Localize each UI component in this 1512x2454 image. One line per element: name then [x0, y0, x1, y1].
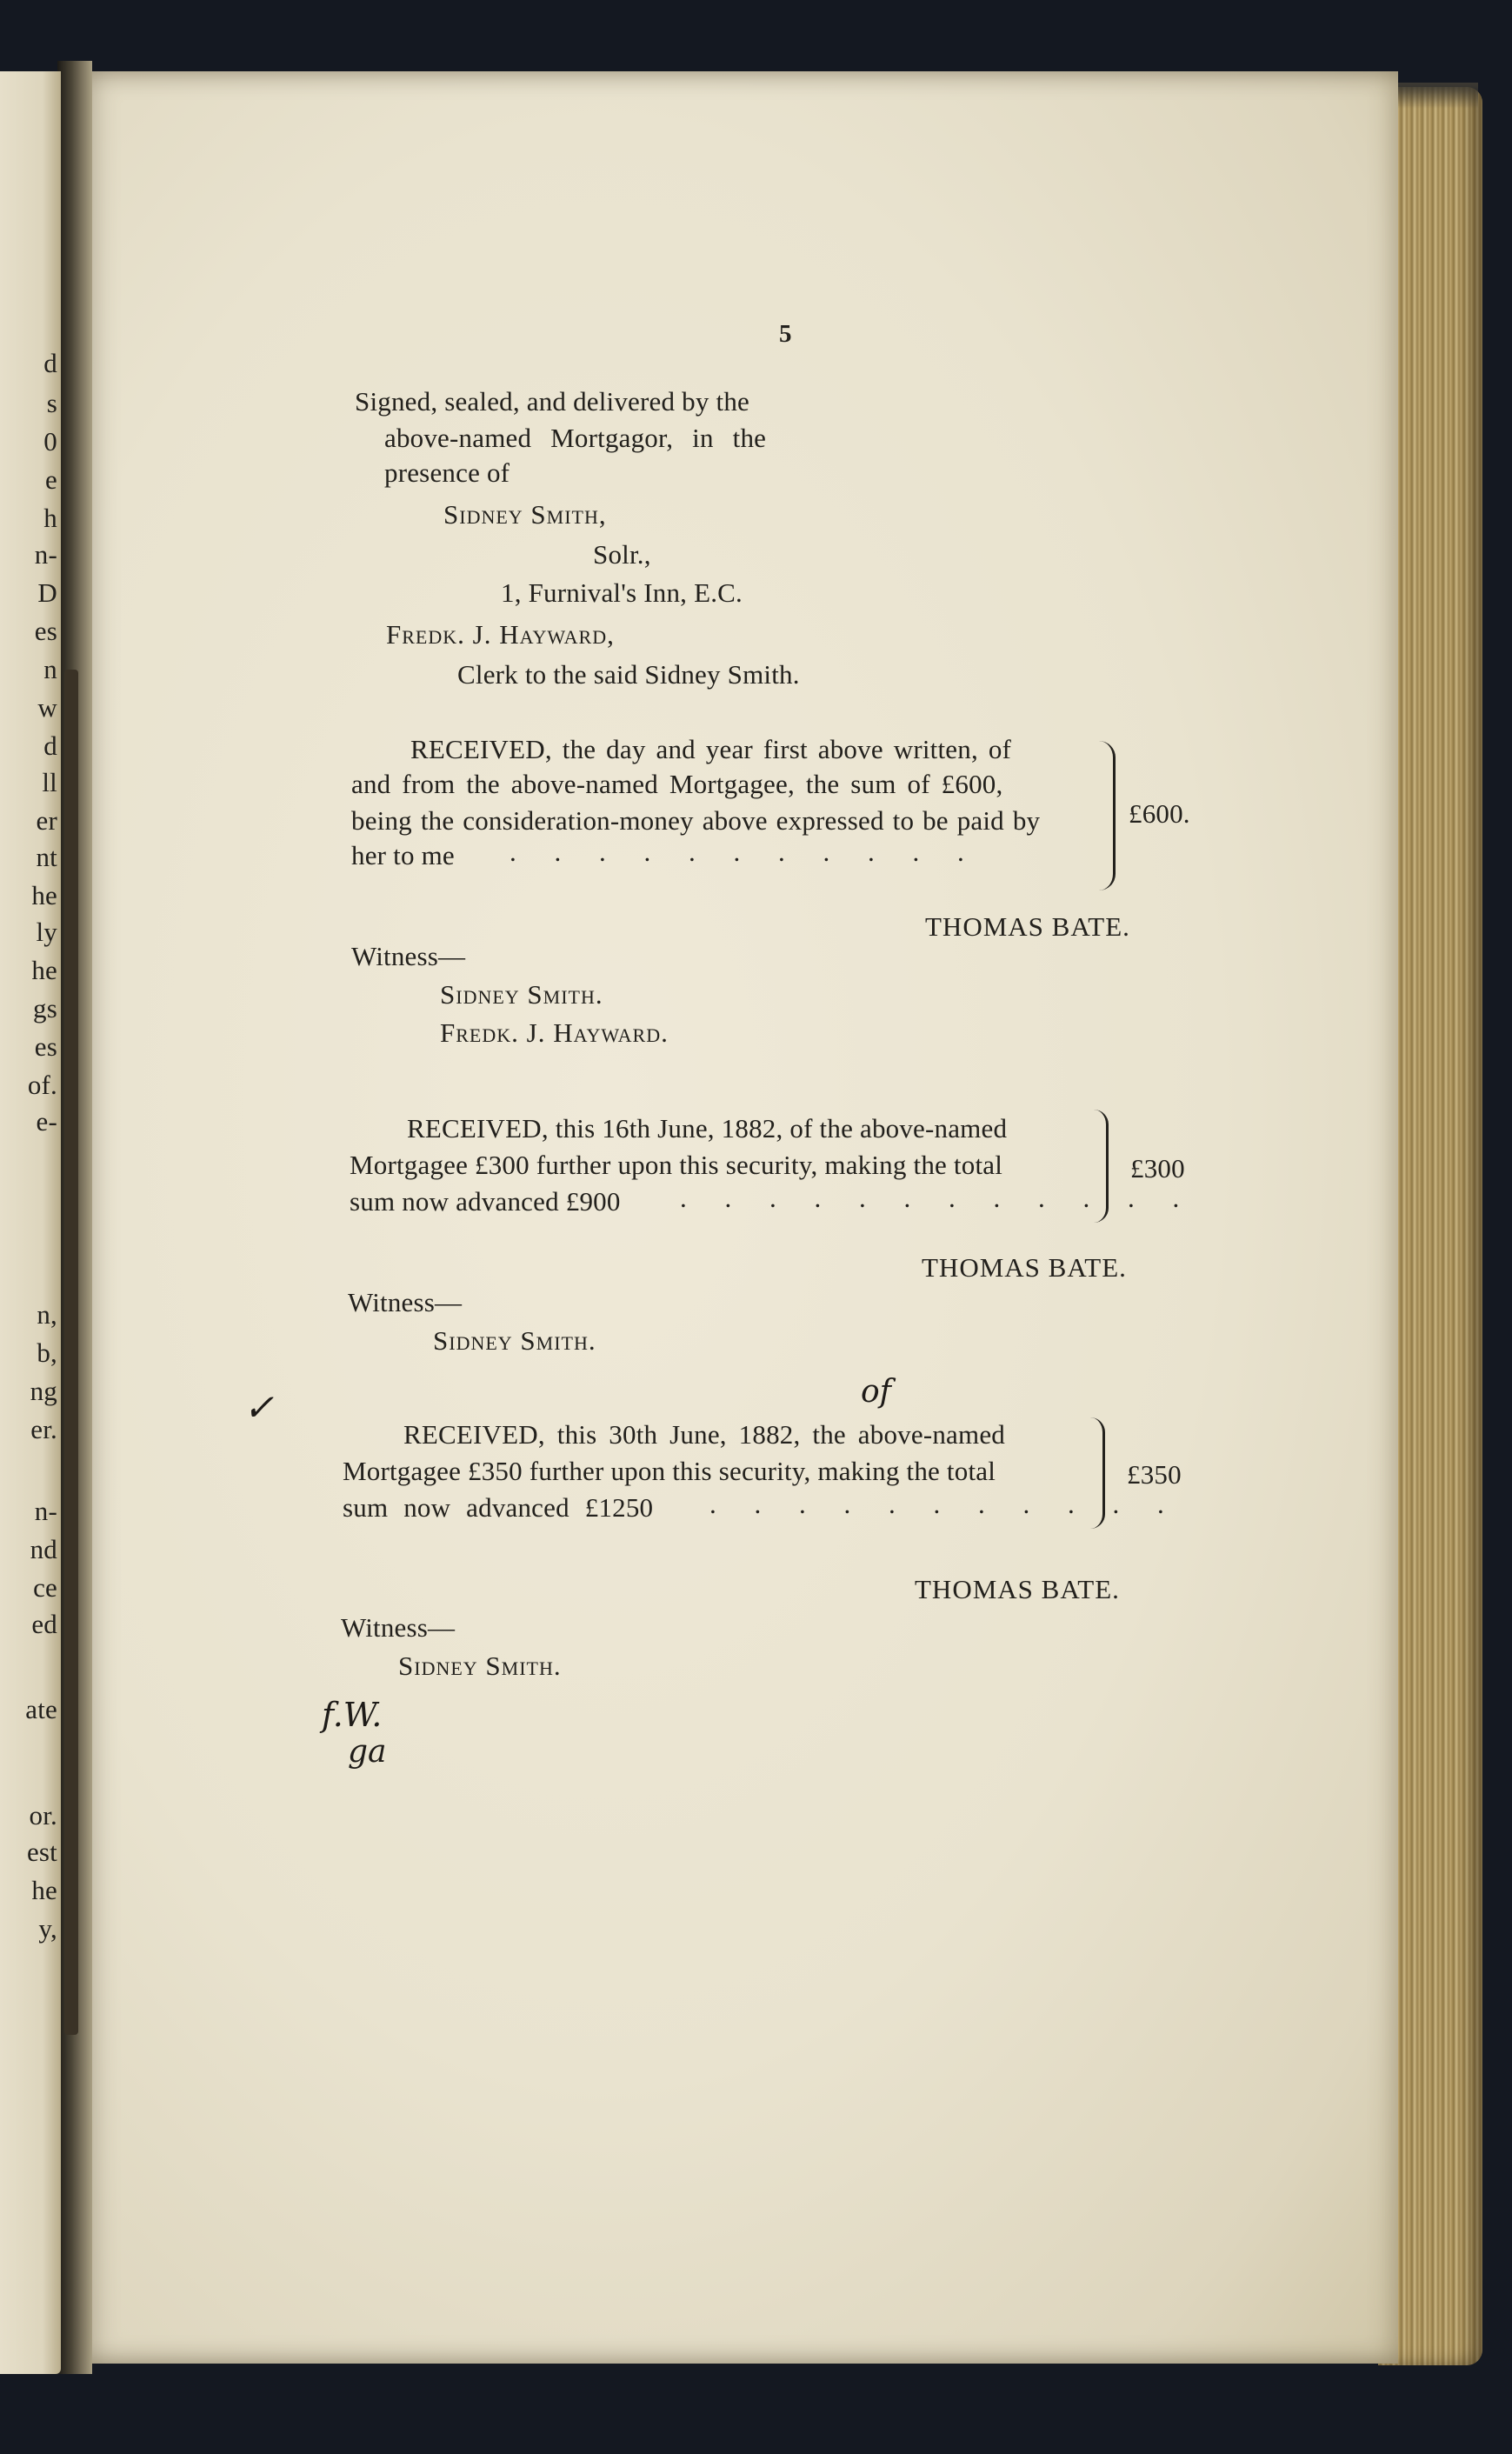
left-page-fragment: ng [30, 1376, 57, 1406]
witness-role: Clerk to the said Sidney Smith. [457, 659, 800, 690]
witness-name: Sidney Smith. [433, 1325, 596, 1356]
page-number: 5 [779, 320, 792, 348]
left-page-fragment: y, [38, 1913, 57, 1944]
left-page-fragment: ate [25, 1694, 57, 1724]
signatory-name: THOMAS BATE. [922, 1252, 1127, 1283]
receipt-amount: £300 [1130, 1153, 1185, 1184]
receipt-amount: £600. [1129, 798, 1190, 829]
left-page-fragment: est [26, 1837, 57, 1867]
receipt-line: Mortgagee £300 further upon this security, making the total [350, 1150, 1003, 1180]
left-page-fragment: 0 [43, 426, 57, 457]
left-page-fragment: n- [34, 1496, 57, 1526]
receipt-line: RECEIVED, the day and year first above written, of [410, 734, 1012, 764]
left-page-fragment: ly [36, 917, 57, 947]
handwritten-initials-line-2: ga [348, 1734, 387, 1770]
signature-line-1 [355, 386, 818, 417]
left-page-fragment: n, [37, 1299, 57, 1330]
left-page-fragment: ed [31, 1609, 57, 1639]
signature-line-3: presence of [384, 457, 510, 488]
witness-label: Witness— [348, 1287, 463, 1317]
left-page-fragment: h [43, 503, 57, 533]
leader-dots: . . . . . . . . . . . [709, 1489, 1180, 1519]
left-page-fragment: w [37, 692, 57, 723]
signature-text-1: Signed, sealed, and delivered by the [355, 386, 749, 417]
left-page-fragment: he [31, 880, 57, 910]
witness-label: Witness— [351, 941, 466, 971]
left-page-fragment: e [45, 464, 57, 495]
receipt-line: her to me [351, 840, 455, 870]
left-page-fragment: gs [33, 993, 57, 1024]
signatory-name: THOMAS BATE. [915, 1574, 1120, 1604]
binding-strip [64, 670, 78, 2035]
handwritten-insertion: of [861, 1374, 891, 1410]
witness-address: 1, Furnival's Inn, E.C. [501, 577, 743, 608]
leader-dots: . . . . . . . . . . . [510, 837, 980, 867]
witness-name-fredk-hayward: Fredk. J. Hayward, [386, 619, 615, 650]
left-page-fragment: he [31, 1875, 57, 1905]
right-brace [1094, 1110, 1109, 1223]
left-page-fragment: d [43, 348, 57, 378]
left-page-fragment: es [34, 616, 57, 646]
right-brace [1090, 1417, 1105, 1529]
signature-line-2: above-named Mortgagor, in the [384, 423, 767, 453]
receipt-line: being the consideration-money above expressed to be paid by [351, 805, 1041, 836]
left-page-fragment: or. [29, 1800, 57, 1830]
left-page-fragment: nt [36, 842, 57, 872]
witness-name-sidney-smith: Sidney Smith, [443, 499, 607, 530]
right-brace [1099, 741, 1116, 890]
handwritten-initials-line-1: f.W. [322, 1696, 383, 1734]
left-page-fragment: of. [27, 1070, 57, 1100]
left-page-fragment: er [36, 805, 57, 836]
witness-label: Witness— [341, 1612, 456, 1643]
left-page-fragment: er. [30, 1414, 57, 1444]
leader-dots: . . . . . . . . . . . . [680, 1183, 1196, 1213]
witness-name: Sidney Smith. [440, 979, 603, 1010]
left-page-fragment: nd [30, 1534, 57, 1564]
receipt-line: RECEIVED, this 30th June, 1882, the above-named [403, 1419, 1005, 1450]
receipt-line: and from the above-named Mortgagee, the sum of £600, [351, 769, 1003, 799]
left-page-fragment: he [31, 955, 57, 985]
left-page-fragment: e- [36, 1106, 57, 1137]
witness-name: Fredk. J. Hayward. [440, 1017, 669, 1048]
witness-title: Solr., [593, 539, 651, 570]
left-page-fragment: es [34, 1031, 57, 1062]
left-page-fragment: n [43, 654, 57, 684]
left-page-fragment: n- [34, 539, 57, 570]
left-page-fragment: s [46, 388, 57, 418]
receipt-line: RECEIVED, this 16th June, 1882, of the above-named [407, 1113, 1008, 1144]
receipt-line: sum now advanced £1250 [343, 1492, 654, 1523]
left-facing-page [0, 71, 61, 2374]
receipt-line: sum now advanced £900 [350, 1186, 621, 1217]
receipt-line: Mortgagee £350 further upon this security, making the total [343, 1456, 996, 1486]
left-page-fragment: ce [33, 1572, 57, 1603]
witness-name: Sidney Smith. [398, 1650, 562, 1681]
left-page-fragment: ll [42, 767, 57, 797]
left-page-fragment: b, [37, 1337, 57, 1368]
left-page-fragment: D [37, 577, 57, 608]
receipt-amount: £350 [1127, 1459, 1182, 1490]
check-mark-icon: ✓ [243, 1386, 275, 1429]
left-page-fragment: d [43, 730, 57, 761]
signatory-name: THOMAS BATE. [925, 911, 1130, 942]
